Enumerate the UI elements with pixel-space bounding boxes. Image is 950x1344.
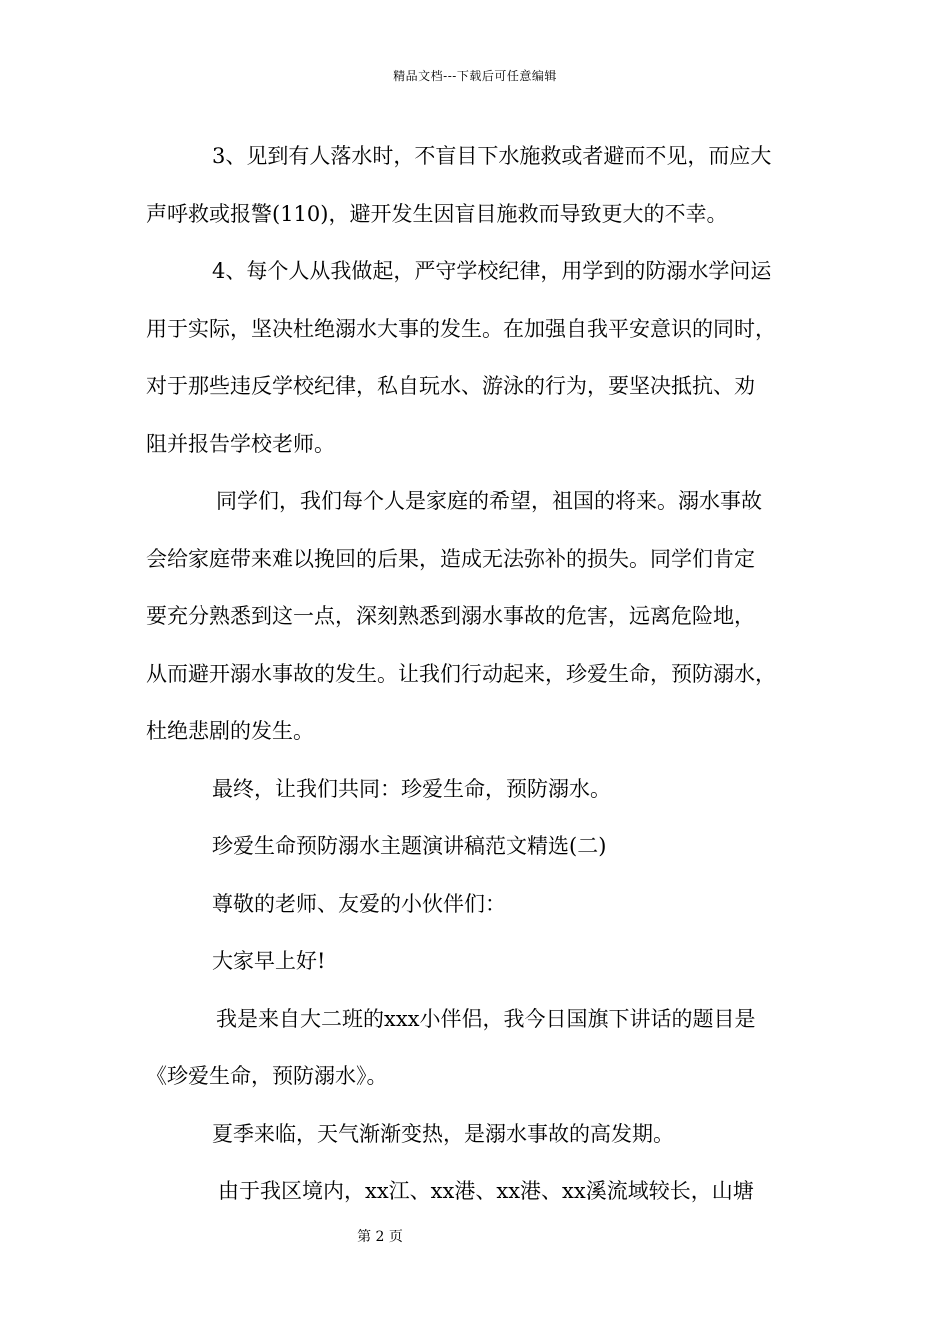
paragraph-line: 声呼救或报警(110)，避开发生因盲目施救而导致更大的不幸。 — [146, 201, 728, 226]
paragraph-line: 我是来自大二班的xxx小伴侣，我今日国旗下讲话的题目是 — [216, 1006, 756, 1031]
paragraph-line: 从而避开溺水事故的发生。让我们行动起来，珍爱生命，预防溺水， — [146, 661, 776, 686]
salutation: 尊敬的老师、友爱的小伙伴们： — [212, 891, 506, 916]
page-number: 第 2 页 — [357, 1229, 403, 1245]
paragraph-line: 夏季来临，天气渐渐变热，是溺水事故的高发期。 — [212, 1121, 674, 1146]
paragraph-line: 对于那些违反学校纪律，私自玩水、游泳的行为，要坚决抵抗、劝 — [146, 374, 755, 398]
document-body — [146, 128, 818, 1221]
paragraph-line: 由于我区境内，xx江、xx港、xx港、xx溪流域较长，山塘 — [218, 1179, 754, 1203]
paragraph-line: 最终，让我们共同：珍爱生命，预防溺水。 — [212, 776, 611, 801]
paragraph-line: 会给家庭带来难以挽回的后果，造成无法弥补的损失。同学们肯定 — [146, 546, 755, 571]
paragraph-line: 要充分熟悉到这一点，深刻熟悉到溺水事故的危害，远离危险地， — [146, 604, 755, 628]
paragraph-line: 3、见到有人落水时，不盲目下水施救或者避而不见，而应大 — [212, 144, 772, 168]
paragraph-line: 4、每个人从我做起，严守学校纪律，用学到的防溺水学问运 — [212, 259, 772, 283]
page-header: 精品文档---下载后可任意编辑 — [393, 69, 557, 83]
paragraph-line: 杜绝悲剧的发生。 — [146, 719, 314, 743]
paragraph-line: 同学们，我们每个人是家庭的希望，祖国的将来。溺水事故 — [216, 489, 762, 513]
paragraph-line: 《珍爱生命，预防溺水》。 — [146, 1064, 388, 1088]
paragraph-line: 用于实际，坚决杜绝溺水大事的发生。在加强自我平安意识的同时， — [146, 316, 776, 341]
greeting: 大家早上好! — [212, 949, 326, 973]
paragraph-line: 阻并报告学校老师。 — [146, 431, 335, 456]
section-title: 珍爱生命预防溺水主题演讲稿范文精选(二) — [212, 834, 607, 858]
